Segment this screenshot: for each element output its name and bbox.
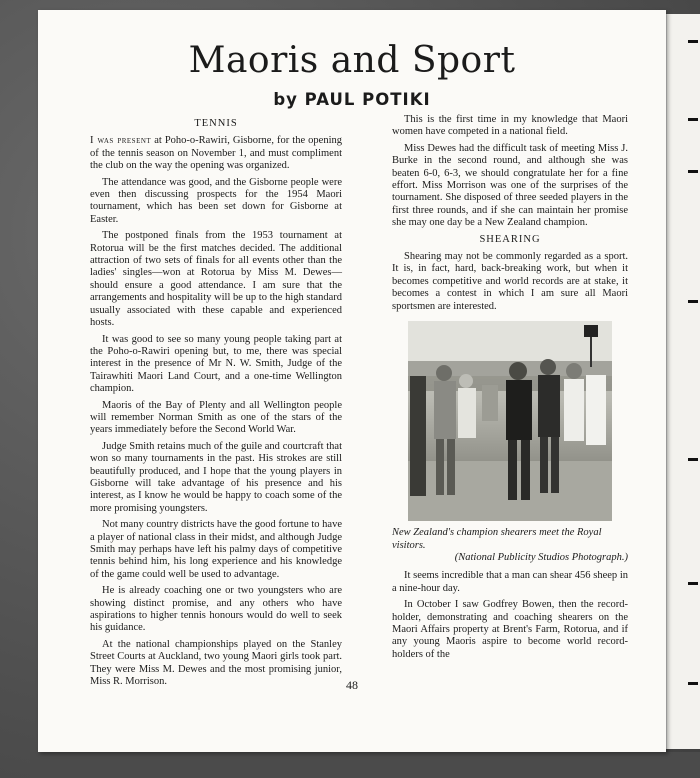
edge-mark <box>688 170 698 173</box>
paragraph: Not many country districts have the good fortune to have a player of national class in their midst, and although Judge Smith may perhaps have left his palmy days of competitive tennis behind him, his long experience and his knowledge of the game could well be used to advantage. <box>90 519 342 580</box>
edge-mark <box>688 582 698 585</box>
edge-mark <box>688 682 698 685</box>
lead-rest: at Poho-o-Rawiri, Gisborne, for the opening of the tennis season on November 1, and must compliment the club on the way the opening was organized. <box>90 135 342 172</box>
photo-caption: New Zealand's champion shearers meet the Royal visitors. <box>392 527 602 551</box>
paragraph: It seems incredible that a man can shear 456 sheep in a nine-hour day. <box>392 570 628 594</box>
right-column <box>392 114 628 665</box>
scan-bottom-shadow <box>30 752 700 778</box>
paragraph: He is already coaching one or two youngsters who are showing distinct promise, and any others who have aspirations to higher tennis honours would do well to seek his guidance. <box>90 585 342 634</box>
shearers-photo <box>408 321 612 521</box>
document-page <box>38 10 666 752</box>
paragraph: This is the first time in my knowledge that Maori women have competed in a national field. <box>392 114 628 138</box>
article-title: Maoris and Sport <box>188 40 516 81</box>
paragraph: Shearing may not be commonly regarded as a sport. It is, in fact, hard, back-breaking work, but when it becomes competitive and world records are at stake, it becomes a contest in which I am sure all Maori sportsmen are interested. <box>392 251 628 312</box>
page-number: 48 <box>346 678 358 692</box>
left-column <box>90 114 342 692</box>
article-byline: by PAUL POTIKI <box>273 90 431 109</box>
paragraph: At the national championships played on the Stanley Street Courts at Auckland, two young Maori girls took part. They were Miss M. Dewes and the most promising junior, Miss R. Morrison. <box>90 638 342 688</box>
paragraph: Miss Dewes had the difficult task of meeting Miss J. Burke in the second round, and although she was beaten 6-0, 6-3, we should congratulate her for a fine effort. Miss Morrison was one of the surprises of the tournament. She disposed of three seeded players in the first three rounds, and if she can maintain her promise she may one day be a New Zealand champion. <box>392 142 628 229</box>
paragraph: The attendance was good, and the Gisborne people were even then discussing prospects for the 1954 Maori tournament, which has been set down for Gisborne at Easter. <box>90 176 342 225</box>
section-heading-tennis: TENNIS <box>194 118 238 129</box>
edge-mark <box>688 118 698 121</box>
photo-credit: (National Publicity Studios Photograph.) <box>454 551 628 563</box>
edge-mark <box>688 40 698 43</box>
lead-paragraph <box>90 135 342 172</box>
paragraph: Maoris of the Bay of Plenty and all Wellington people will remember Norman Smith as one of the stars of the years immediately before the Second World War. <box>90 399 342 436</box>
paragraph: Judge Smith retains much of the guile and courtcraft that won so many tournaments in the past. His strokes are still beautifully produced, and I hope that the young players in Gisborne will take advantage of his presence and his interest, as I know he would be happy to coach some of the more promising youngsters. <box>90 440 342 514</box>
edge-mark <box>688 458 698 461</box>
paragraph: In October I saw Godfrey Bowen, then the record-holder, demonstrating and coaching shearers on the Maori Affairs property at Brent's Farm, Rotorua, and if any young Maoris aspire to become world record-holders of the <box>392 599 628 660</box>
paragraph: The postponed finals from the 1953 tournament at Rotorua will be the first matches decided. The additional attraction of two sets of finals for all events other than the ladies' singles—won at Rotorua by Miss M. Dewes—should ensure a good attendance. I am sure that the arrangements and hospitality will be up to the high standard usually associated with these capable and experienced hosts. <box>90 230 342 329</box>
edge-mark <box>688 300 698 303</box>
section-heading-shearing: SHEARING <box>479 233 541 245</box>
lead-caps: I was present <box>90 135 152 147</box>
paragraph: It was good to see so many young people taking part at the Poho-o-Rawiri opening but, to me, there was special interest in the presence of Mr N. W. Smith, Judge of the Tairawhiti Maori Land Court, and a one-time Wellington champion. <box>90 333 342 395</box>
photo-illustration <box>408 321 612 521</box>
adjacent-page-edge <box>666 14 700 749</box>
